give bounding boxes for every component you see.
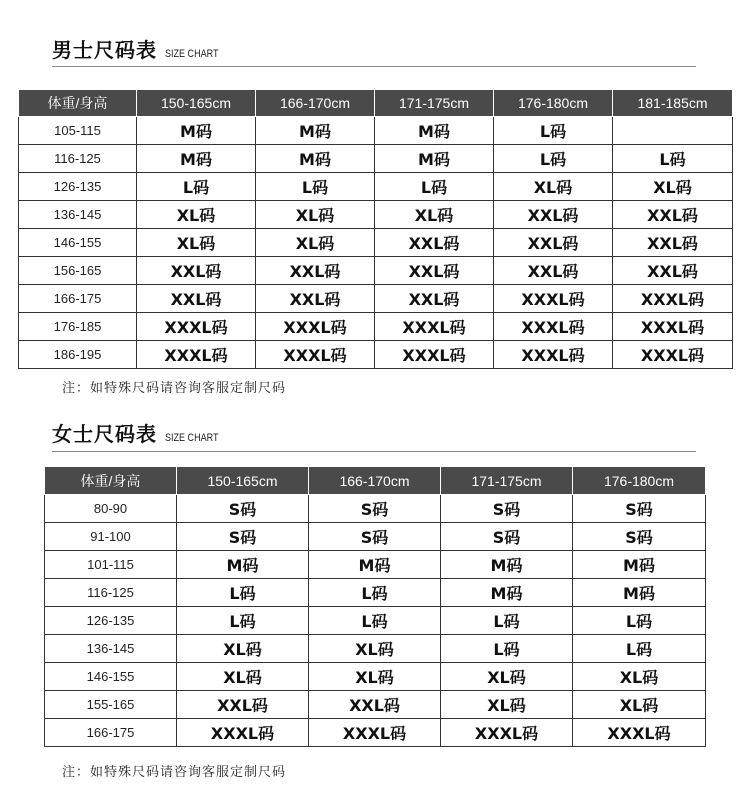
size-cell: XXXL码 bbox=[137, 341, 256, 369]
size-cell: XL码 bbox=[256, 201, 375, 229]
size-cell: XL码 bbox=[256, 229, 375, 257]
size-cell: XXL码 bbox=[613, 201, 733, 229]
men-table-body bbox=[19, 117, 733, 369]
men-title-zh: 男士尺码表 bbox=[52, 38, 157, 62]
size-cell: XL码 bbox=[309, 635, 441, 663]
weight-cell: 176-185 bbox=[19, 313, 137, 341]
size-cell: L码 bbox=[494, 117, 613, 145]
size-cell: XXL码 bbox=[137, 257, 256, 285]
women-table-body bbox=[45, 495, 706, 747]
table-row bbox=[19, 117, 733, 145]
women-note: 注：如特殊尺码请咨询客服定制尺码 bbox=[62, 765, 287, 780]
weight-cell: 126-135 bbox=[45, 607, 177, 635]
size-cell: L码 bbox=[375, 173, 494, 201]
weight-cell: 116-125 bbox=[19, 145, 137, 173]
table-row bbox=[45, 663, 706, 691]
table-row bbox=[19, 173, 733, 201]
size-cell: XXXL码 bbox=[256, 341, 375, 369]
size-cell: L码 bbox=[177, 579, 309, 607]
header-height-range: 166-170cm bbox=[309, 467, 441, 495]
size-cell: S码 bbox=[177, 495, 309, 523]
weight-cell: 105-115 bbox=[19, 117, 137, 145]
size-cell: L码 bbox=[613, 145, 733, 173]
size-cell: M码 bbox=[573, 579, 706, 607]
weight-cell: 136-145 bbox=[45, 635, 177, 663]
table-row bbox=[45, 691, 706, 719]
women-title-en: SIZE CHART bbox=[165, 432, 219, 444]
size-cell: XXL码 bbox=[375, 257, 494, 285]
size-cell: L码 bbox=[573, 607, 706, 635]
header-height-range: 176-180cm bbox=[494, 90, 613, 117]
women-header-row bbox=[45, 467, 706, 495]
size-cell: XXL码 bbox=[177, 691, 309, 719]
size-cell: M码 bbox=[137, 145, 256, 173]
size-cell: M码 bbox=[375, 117, 494, 145]
size-cell: XXL码 bbox=[375, 285, 494, 313]
size-cell: L码 bbox=[494, 145, 613, 173]
table-row bbox=[19, 257, 733, 285]
men-title-rule bbox=[52, 66, 696, 67]
size-cell: XXL码 bbox=[613, 229, 733, 257]
weight-cell: 146-155 bbox=[45, 663, 177, 691]
size-cell: XXL码 bbox=[256, 257, 375, 285]
size-cell: M码 bbox=[256, 145, 375, 173]
size-cell: XXXL码 bbox=[613, 285, 733, 313]
table-row bbox=[45, 495, 706, 523]
men-header-row bbox=[19, 90, 733, 117]
size-cell: XXXL码 bbox=[137, 313, 256, 341]
size-cell: XL码 bbox=[441, 663, 573, 691]
weight-cell: 146-155 bbox=[19, 229, 137, 257]
size-cell: XXL码 bbox=[256, 285, 375, 313]
table-row bbox=[19, 285, 733, 313]
size-cell: S码 bbox=[573, 523, 706, 551]
men-size-table bbox=[18, 89, 733, 369]
table-row bbox=[19, 145, 733, 173]
size-cell: L码 bbox=[256, 173, 375, 201]
size-cell: L码 bbox=[177, 607, 309, 635]
weight-cell: 186-195 bbox=[19, 341, 137, 369]
size-cell: XXXL码 bbox=[494, 313, 613, 341]
size-cell: XXXL码 bbox=[494, 285, 613, 313]
weight-cell: 101-115 bbox=[45, 551, 177, 579]
table-row bbox=[45, 551, 706, 579]
size-cell: S码 bbox=[177, 523, 309, 551]
weight-cell: 126-135 bbox=[19, 173, 137, 201]
size-cell: XXXL码 bbox=[309, 719, 441, 747]
header-weight-height: 体重/身高 bbox=[45, 467, 177, 495]
size-cell: XL码 bbox=[613, 173, 733, 201]
size-cell: L码 bbox=[309, 607, 441, 635]
size-cell: M码 bbox=[573, 551, 706, 579]
table-row bbox=[45, 579, 706, 607]
size-cell: XXXL码 bbox=[375, 341, 494, 369]
size-cell: XL码 bbox=[137, 201, 256, 229]
table-row bbox=[19, 201, 733, 229]
men-note: 注：如特殊尺码请咨询客服定制尺码 bbox=[62, 381, 287, 396]
header-height-range: 150-165cm bbox=[137, 90, 256, 117]
size-cell: L码 bbox=[309, 579, 441, 607]
header-weight-height: 体重/身高 bbox=[19, 90, 137, 117]
weight-cell: 91-100 bbox=[45, 523, 177, 551]
table-row bbox=[45, 635, 706, 663]
size-cell: XL码 bbox=[177, 663, 309, 691]
size-cell: S码 bbox=[441, 523, 573, 551]
weight-cell: 116-125 bbox=[45, 579, 177, 607]
weight-cell: 156-165 bbox=[19, 257, 137, 285]
size-cell: M码 bbox=[375, 145, 494, 173]
size-cell: XL码 bbox=[309, 663, 441, 691]
table-row bbox=[19, 229, 733, 257]
size-cell: XL码 bbox=[573, 663, 706, 691]
men-title-en: SIZE CHART bbox=[165, 48, 219, 60]
weight-cell: 80-90 bbox=[45, 495, 177, 523]
size-cell: S码 bbox=[441, 495, 573, 523]
weight-cell: 136-145 bbox=[19, 201, 137, 229]
header-height-range: 171-175cm bbox=[375, 90, 494, 117]
size-cell: XXL码 bbox=[494, 257, 613, 285]
women-title-rule bbox=[52, 451, 696, 452]
size-cell: XL码 bbox=[494, 173, 613, 201]
size-cell: XXL码 bbox=[137, 285, 256, 313]
men-section-title bbox=[52, 34, 230, 63]
size-cell: S码 bbox=[309, 495, 441, 523]
size-cell: XL码 bbox=[375, 201, 494, 229]
size-cell: L码 bbox=[441, 607, 573, 635]
size-cell: XXXL码 bbox=[613, 341, 733, 369]
size-cell: XXL码 bbox=[613, 257, 733, 285]
size-cell: M码 bbox=[256, 117, 375, 145]
size-cell: M码 bbox=[137, 117, 256, 145]
size-cell: M码 bbox=[441, 551, 573, 579]
size-cell: XXXL码 bbox=[441, 719, 573, 747]
size-cell: XXL码 bbox=[309, 691, 441, 719]
size-cell: L码 bbox=[137, 173, 256, 201]
size-cell: S码 bbox=[309, 523, 441, 551]
size-cell: XL码 bbox=[137, 229, 256, 257]
table-row bbox=[45, 523, 706, 551]
size-cell: XXXL码 bbox=[177, 719, 309, 747]
size-cell: M码 bbox=[441, 579, 573, 607]
women-section-title bbox=[52, 418, 230, 447]
table-row bbox=[19, 341, 733, 369]
size-cell: M码 bbox=[177, 551, 309, 579]
size-cell: XL码 bbox=[441, 691, 573, 719]
header-height-range: 166-170cm bbox=[256, 90, 375, 117]
size-cell: XXXL码 bbox=[613, 313, 733, 341]
header-height-range: 176-180cm bbox=[573, 467, 706, 495]
size-cell: XXXL码 bbox=[256, 313, 375, 341]
size-cell: XL码 bbox=[573, 691, 706, 719]
size-cell: L码 bbox=[441, 635, 573, 663]
weight-cell: 155-165 bbox=[45, 691, 177, 719]
table-row bbox=[19, 313, 733, 341]
size-cell: L码 bbox=[573, 635, 706, 663]
size-cell bbox=[613, 117, 733, 145]
women-title-zh: 女士尺码表 bbox=[52, 422, 157, 446]
size-cell: XXL码 bbox=[375, 229, 494, 257]
size-cell: XXL码 bbox=[494, 201, 613, 229]
table-row bbox=[45, 607, 706, 635]
size-cell: M码 bbox=[309, 551, 441, 579]
size-cell: XXXL码 bbox=[573, 719, 706, 747]
size-cell: XXL码 bbox=[494, 229, 613, 257]
size-cell: S码 bbox=[573, 495, 706, 523]
weight-cell: 166-175 bbox=[45, 719, 177, 747]
weight-cell: 166-175 bbox=[19, 285, 137, 313]
header-height-range: 171-175cm bbox=[441, 467, 573, 495]
header-height-range: 150-165cm bbox=[177, 467, 309, 495]
table-row bbox=[45, 719, 706, 747]
size-cell: XXXL码 bbox=[494, 341, 613, 369]
size-cell: XL码 bbox=[177, 635, 309, 663]
header-height-range: 181-185cm bbox=[613, 90, 733, 117]
size-cell: XXXL码 bbox=[375, 313, 494, 341]
women-size-table bbox=[44, 466, 706, 747]
